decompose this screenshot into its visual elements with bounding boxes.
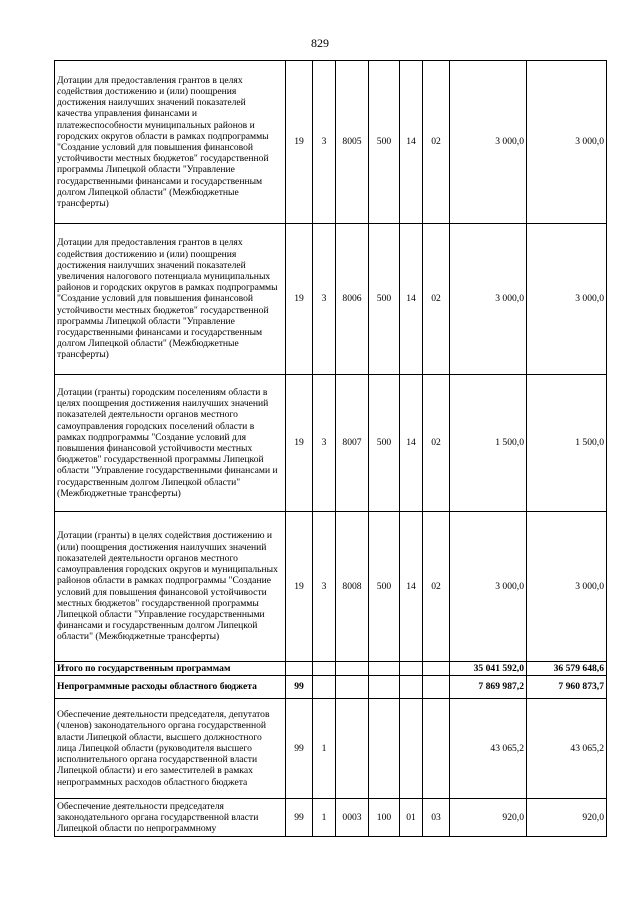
direction-code: [336, 662, 369, 676]
expense-type-code: 500: [369, 512, 400, 662]
amount-year-2: 3 000,0: [527, 512, 607, 662]
section-code: 14: [400, 224, 423, 375]
direction-code: [336, 699, 369, 799]
section-code: 14: [400, 61, 423, 224]
amount-year-2: 3 000,0: [527, 61, 607, 224]
subsection-code: 03: [423, 799, 450, 837]
section-code: 14: [400, 512, 423, 662]
table-row: [55, 61, 607, 224]
direction-code: 8007: [336, 375, 369, 512]
direction-code: 8005: [336, 61, 369, 224]
amount-year-1: 7 869 987,2: [450, 676, 527, 699]
amount-year-1: 35 041 592,0: [450, 662, 527, 676]
subprogram-code: 1: [313, 699, 336, 799]
row-name: Дотации для предоставления грантов в целях содействия достижению и (или) поощрения достижения наилучших значений показателей увеличения налогового потенциала муниципальных районов и городских округов в рамках подпрограммы "Создание условий для повышения финансовой устойчивости местных бюджетов" государственной программы Липецкой области "Управление государственными финансами и государственным долгом Липецкой области" (Межбюджетные трансферты): [55, 224, 286, 375]
amount-year-2: 7 960 873,7: [527, 676, 607, 699]
amount-year-2: 920,0: [527, 799, 607, 837]
subprogram-code: 3: [313, 61, 336, 224]
amount-year-1: 3 000,0: [450, 61, 527, 224]
table-row: [55, 375, 607, 512]
budget-table: [54, 60, 607, 837]
subsection-code: 02: [423, 224, 450, 375]
amount-year-2: 43 065,2: [527, 699, 607, 799]
expense-type-code: 100: [369, 799, 400, 837]
expense-type-code: [369, 662, 400, 676]
subsection-code: 02: [423, 375, 450, 512]
row-name: Дотации (гранты) в целях содействия достижению и (или) поощрения достижения наилучших значений показателей деятельности органов местного самоуправления городских округов и муниципальных районов области в рамках подпрограммы "Создание условий для повышения финансовой устойчивости местных бюджетов" государственной программы Липецкой области "Управление государственными финансами и государственным долгом Липецкой области" (Межбюджетные трансферты): [55, 512, 286, 662]
subsection-code: 02: [423, 61, 450, 224]
section-row: [55, 676, 607, 699]
subsection-code: 02: [423, 512, 450, 662]
program-code: 19: [286, 512, 313, 662]
amount-year-1: 920,0: [450, 799, 527, 837]
section-code: 14: [400, 375, 423, 512]
row-name: Обеспечение деятельности председателя законодательного органа государственной власти Липецкой области по непрограммному: [55, 799, 286, 837]
subprogram-code: 1: [313, 799, 336, 837]
amount-year-2: 1 500,0: [527, 375, 607, 512]
program-code: [286, 662, 313, 676]
program-code: 19: [286, 61, 313, 224]
direction-code: 8006: [336, 224, 369, 375]
section-code: 01: [400, 799, 423, 837]
program-code: 99: [286, 699, 313, 799]
section-code: [400, 676, 423, 699]
total-row: [55, 662, 607, 676]
subprogram-code: 3: [313, 375, 336, 512]
row-name: Итого по государственным программам: [55, 662, 286, 676]
row-name: Обеспечение деятельности председателя, депутатов (членов) законодательного органа государственной власти Липецкой области, высшего должностного лица Липецкой области (руководителя высшего исполнительного органа государственной власти Липецкой области) и его заместителей в рамках непрограммных расходов областного бюджета: [55, 699, 286, 799]
direction-code: 8008: [336, 512, 369, 662]
expense-type-code: 500: [369, 375, 400, 512]
table-row: [55, 799, 607, 837]
subsection-code: [423, 699, 450, 799]
expense-type-code: [369, 676, 400, 699]
amount-year-1: 43 065,2: [450, 699, 527, 799]
table-row: [55, 512, 607, 662]
subprogram-code: 3: [313, 224, 336, 375]
section-code: [400, 662, 423, 676]
program-code: 99: [286, 799, 313, 837]
table-row: [55, 699, 607, 799]
amount-year-1: 1 500,0: [450, 375, 527, 512]
amount-year-1: 3 000,0: [450, 224, 527, 375]
amount-year-1: 3 000,0: [450, 512, 527, 662]
amount-year-2: 3 000,0: [527, 224, 607, 375]
direction-code: 0003: [336, 799, 369, 837]
program-code: 99: [286, 676, 313, 699]
subprogram-code: [313, 676, 336, 699]
section-code: [400, 699, 423, 799]
subsection-code: [423, 676, 450, 699]
row-name: Дотации для предоставления грантов в целях содействия достижению и (или) поощрения достижения наилучших значений показателей качества управления финансами и платежеспособности муниципальных районов и городских округов области в рамках подпрограммы "Создание условий для повышения финансовой устойчивости местных бюджетов" государственной программы Липецкой области "Управление государственными финансами и государственным долгом Липецкой области" (Межбюджетные трансферты): [55, 61, 286, 224]
page-number: 829: [311, 36, 329, 50]
amount-year-2: 36 579 648,6: [527, 662, 607, 676]
table-row: [55, 224, 607, 375]
subprogram-code: 3: [313, 512, 336, 662]
direction-code: [336, 676, 369, 699]
row-name: Дотации (гранты) городским поселениям области в целях поощрения достижения наилучших значений показателей деятельности органов местного самоуправления городских поселений области в рамках подпрограммы "Создание условий для повышения финансовой устойчивости местных бюджетов" государственной программы Липецкой области "Управление государственными финансами и государственным долгом Липецкой области" (Межбюджетные трансферты): [55, 375, 286, 512]
program-code: 19: [286, 375, 313, 512]
expense-type-code: 500: [369, 61, 400, 224]
subprogram-code: [313, 662, 336, 676]
expense-type-code: [369, 699, 400, 799]
expense-type-code: 500: [369, 224, 400, 375]
program-code: 19: [286, 224, 313, 375]
row-name: Непрограммные расходы областного бюджета: [55, 676, 286, 699]
subsection-code: [423, 662, 450, 676]
